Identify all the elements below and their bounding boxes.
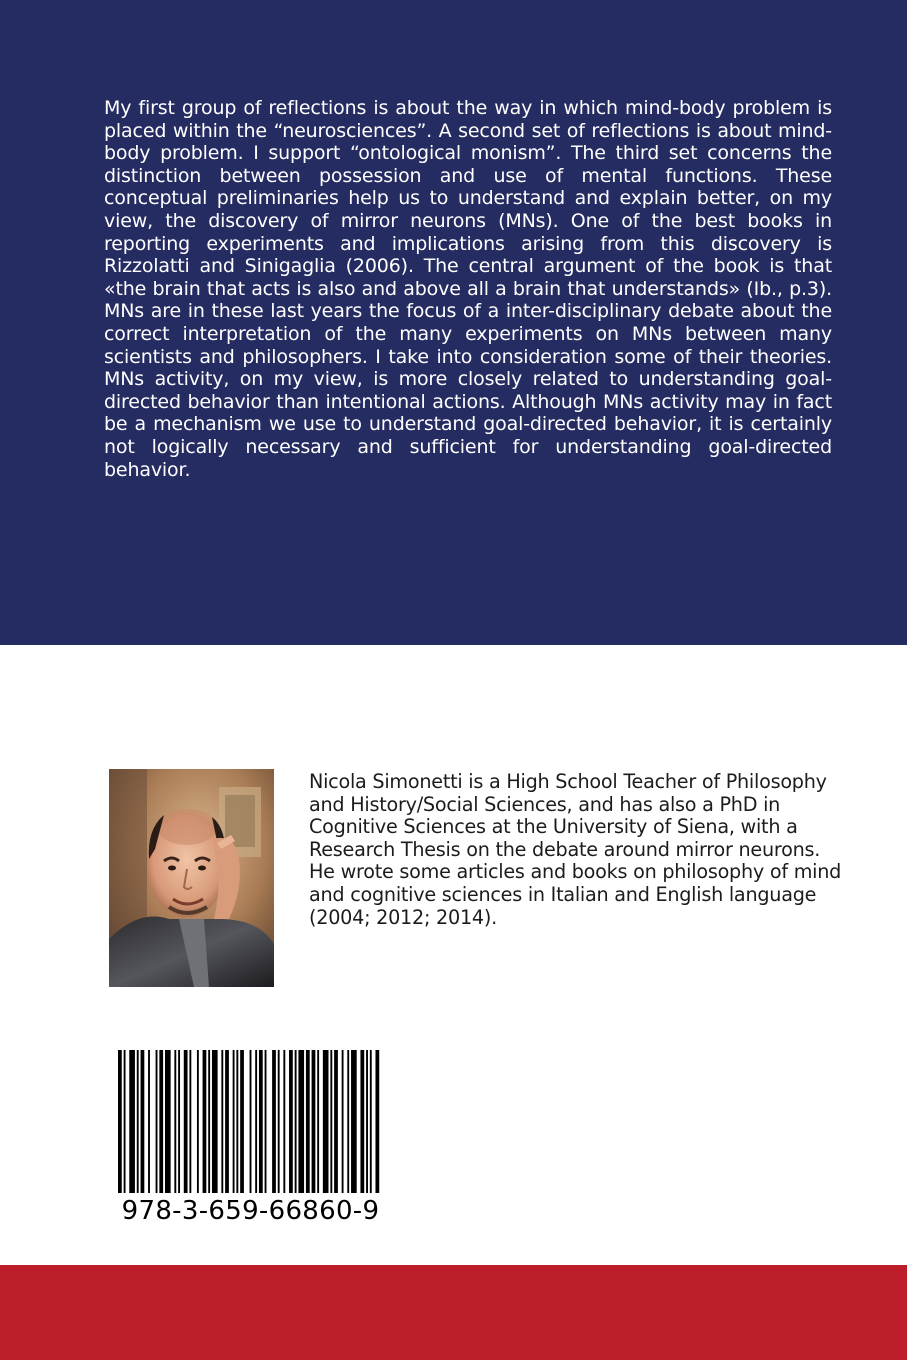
isbn-number: 978-3-659-66860-9 xyxy=(121,1196,380,1226)
author-bio: Nicola Simonetti is a High School Teacher of Philosophy and History/Social Sciences, and has also a PhD in Cognitive Sciences at the University of Siena, with a Research Thesis on the debate around mirror neurons. He wrote some articles and books on philosophy of mind and cognitive sciences in Italian and English language (2004; 2012; 2014). xyxy=(309,770,842,929)
back-cover-panel xyxy=(0,0,907,645)
author-photo xyxy=(109,769,274,987)
barcode xyxy=(118,1050,383,1193)
bottom-color-band xyxy=(0,1265,907,1360)
book-description: My first group of reflections is about the way in which mind-body problem is placed within the “neurosciences”. A second set of reflections is about mind-body problem. I support “ontological monism”. The third set concerns the distinction between possession and use of mental functions. These conceptual preliminaries help us to understand and explain better, on my view, the discovery of mirror neurons (MNs). One of the best books in reporting experiments and implications arising from this discovery is Rizzolatti and Sinigaglia (2006). The central argument of the book is that «the brain that acts is also and above all a brain that understands» (Ib., p.3). MNs are in these last years the focus of a inter-disciplinary debate about the correct interpretation of the many experiments on MNs between many scientists and philosophers. I take into consideration some of their theories. MNs activity, on my view, is more closely related to understanding goal-directed behavior than intentional actions. Although MNs activity may in fact be a mechanism we use to understand goal-directed behavior, it is certainly not logically necessary and sufficient for understanding goal-directed behavior. xyxy=(104,97,832,481)
